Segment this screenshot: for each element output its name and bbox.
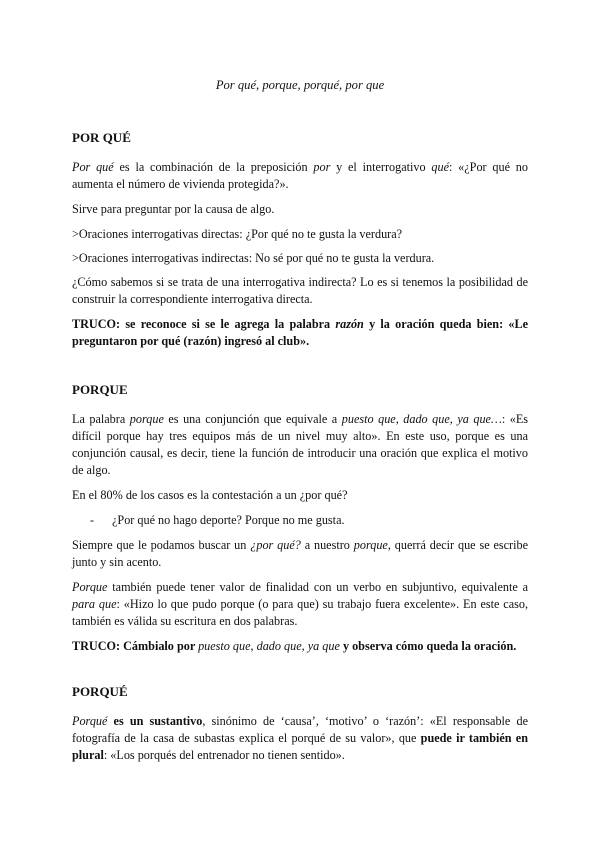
document-title: Por qué, porque, porqué, por que bbox=[215, 78, 385, 92]
section-heading: PORQUE bbox=[72, 382, 128, 397]
section-heading: PORQUÉ bbox=[72, 684, 128, 699]
paragraph: Siempre que le podamos buscar un ¿por qué? a nuestro porque, querrá decir que se escribe junto y sin acento. bbox=[72, 538, 528, 569]
tip-paragraph: TRUCO: se reconoce si se le agrega la palabra razón y la oración queda bien: «Le preguntaron por qué (razón) ingresó al club». bbox=[72, 317, 529, 348]
example-line: >Oraciones interrogativas directas: ¿Por qué no te gusta la verdura? bbox=[72, 227, 403, 241]
section-porque-sustantivo bbox=[72, 684, 528, 772]
section-heading: POR QUÉ bbox=[72, 130, 131, 145]
paragraph: Porqué es un sustantivo, sinónimo de ‘causa’, ‘motivo’ o ‘razón’: «El responsable de fotografía de la casa de subastas explica el porqué de su valor», que puede ir también en plural: «Los porqués del entrenador no tienen sentido». bbox=[72, 714, 528, 762]
paragraph: Porque también puede tener valor de finalidad con un verbo en subjuntivo, equivalente a para que: «Hizo lo que pudo porque (o para que) su trabajo fuera excelente». En este caso, también es válida su escritura en dos palabras. bbox=[72, 580, 528, 628]
paragraph: Por qué es la combinación de la preposición por y el interrogativo qué: «¿Por qué no aumenta el número de vivienda protegida?». bbox=[72, 160, 528, 191]
paragraph: En el 80% de los casos es la contestación a un ¿por qué? bbox=[72, 488, 348, 502]
list-item: - ¿Por qué no hago deporte? Porque no me gusta. bbox=[90, 513, 345, 527]
paragraph: ¿Cómo sabemos si se trata de una interrogativa indirecta? Lo es si tenemos la posibilidad de construir la correspondiente interrogativa directa. bbox=[72, 275, 528, 306]
paragraph: La palabra porque es una conjunción que equivale a puesto que, dado que, ya que…: «Es difícil porque hay tres equipos más de un nivel muy alto». En este uso, porque es una conjunción causal, es decir, tiene la función de introducir una oración que explica el motivo de algo. bbox=[72, 412, 529, 477]
section-porque bbox=[72, 382, 528, 655]
example-line: >Oraciones interrogativas indirectas: No sé por qué no te gusta la verdura. bbox=[72, 251, 435, 265]
section-por-que bbox=[72, 130, 528, 350]
tip-paragraph: TRUCO: Cámbialo por puesto que, dado que, ya que y observa cómo queda la oración. bbox=[72, 639, 517, 653]
paragraph: Sirve para preguntar por la causa de algo. bbox=[72, 202, 275, 216]
